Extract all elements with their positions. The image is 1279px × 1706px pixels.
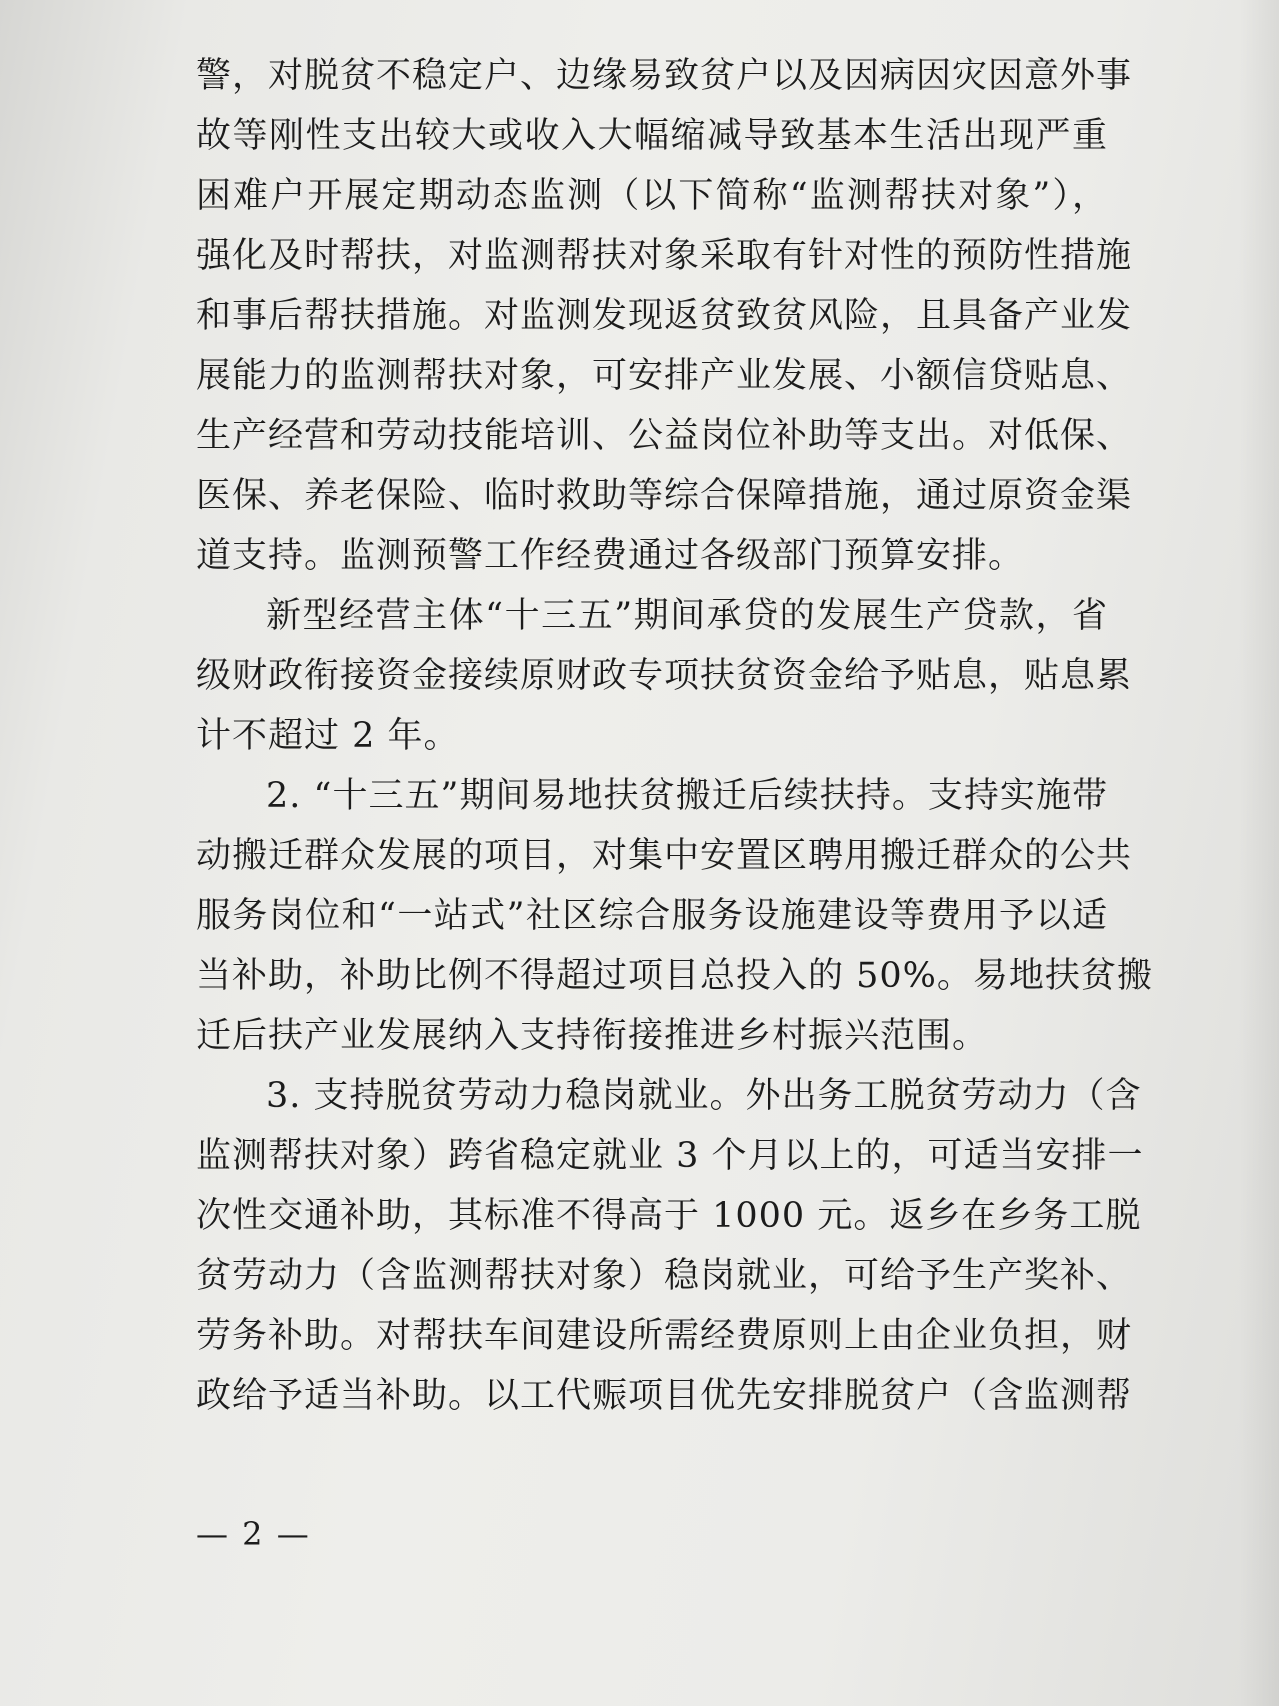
text-line: 次性交通补助，其标准不得高于 1000 元。返乡在乡务工脱 [196, 1196, 1142, 1236]
text-line: 动搬迁群众发展的项目，对集中安置区聘用搬迁群众的公共 [196, 836, 1133, 876]
text-line: 和事后帮扶措施。对监测发现返贫致贫风险，且具备产业发 [196, 296, 1133, 336]
text-line: 监测帮扶对象）跨省稳定就业 3 个月以上的，可适当安排一 [196, 1136, 1144, 1176]
text-line: 级财政衔接资金接续原财政专项扶贫资金给予贴息，贴息累 [196, 656, 1133, 696]
text-line: 困难户开展定期动态监测（以下简称“监测帮扶对象”）， [196, 176, 1108, 216]
text-line: 故等刚性支出较大或收入大幅缩减导致基本生活出现严重 [196, 116, 1108, 156]
text-line: 警，对脱贫不稳定户、边缘易致贫户以及因病因灾因意外事 [196, 56, 1133, 96]
text-line: 2. “十三五”期间易地扶贫搬迁后续扶持。支持实施带 [266, 776, 1108, 816]
text-line: 生产经营和劳动技能培训、公益岗位补助等支出。对低保、 [196, 416, 1133, 456]
text-line: 新型经营主体“十三五”期间承贷的发展生产贷款，省 [266, 596, 1108, 636]
document-body [196, 46, 1153, 1426]
text-line: 道支持。监测预警工作经费通过各级部门预算安排。 [196, 536, 1025, 576]
text-line: 贫劳动力（含监测帮扶对象）稳岗就业，可给予生产奖补、 [196, 1256, 1133, 1296]
page-number: — 2 — [196, 1515, 311, 1553]
text-line: 迁后扶产业发展纳入支持衔接推进乡村振兴范围。 [196, 1016, 989, 1056]
text-line: 强化及时帮扶，对监测帮扶对象采取有针对性的预防性措施 [196, 236, 1133, 276]
text-line: 劳务补助。对帮扶车间建设所需经费原则上由企业负担，财 [196, 1316, 1133, 1356]
text-line: 计不超过 2 年。 [196, 716, 460, 756]
text-line: 政给予适当补助。以工代赈项目优先安排脱贫户（含监测帮 [196, 1376, 1133, 1416]
text-line: 医保、养老保险、临时救助等综合保障措施，通过原资金渠 [196, 476, 1133, 516]
text-line: 服务岗位和“一站式”社区综合服务设施建设等费用予以适 [196, 896, 1108, 936]
page-edge-shadow [1239, 0, 1279, 1706]
text-line: 3. 支持脱贫劳动力稳岗就业。外出务工脱贫劳动力（含 [266, 1076, 1142, 1116]
text-line: 当补助，补助比例不得超过项目总投入的 50%。易地扶贫搬 [196, 956, 1153, 996]
text-line: 展能力的监测帮扶对象，可安排产业发展、小额信贷贴息、 [196, 356, 1133, 396]
